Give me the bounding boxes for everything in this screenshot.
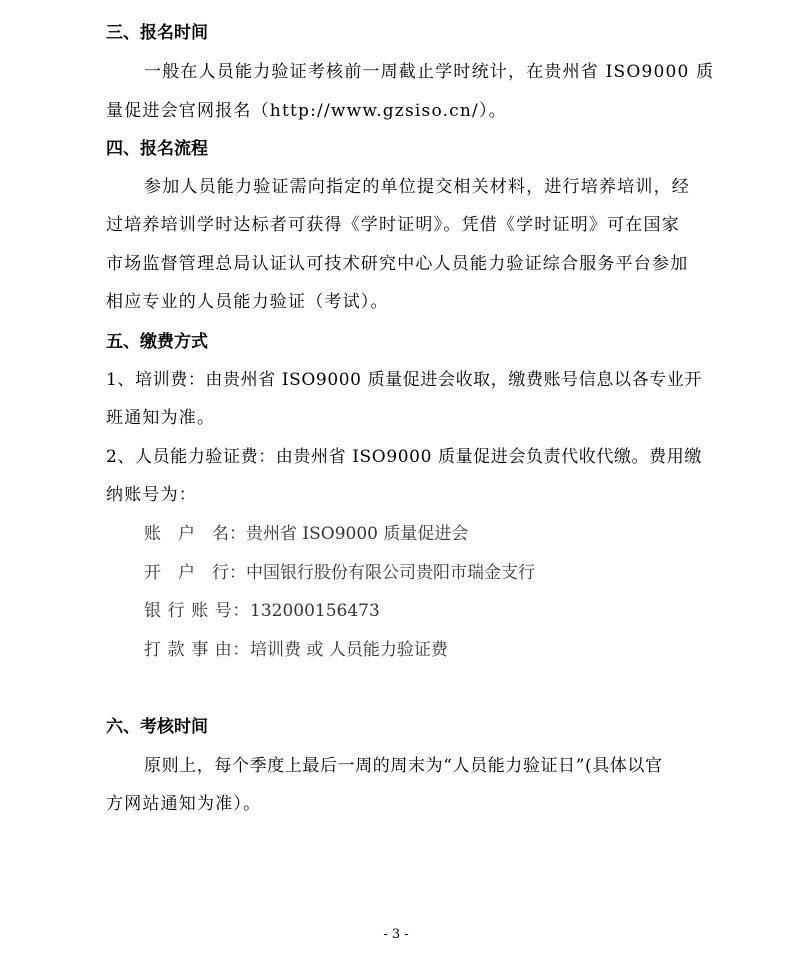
section-4-line-1: 参加人员能力验证需向指定的单位提交相关材料，进行培养培训，经 [144,177,690,197]
section-6-line-2: 方网站通知为准）。 [106,794,262,814]
account-bank-label: 开 户 行： [144,563,246,583]
payment-reason-value: 培训费 或 人员能力验证费 [250,640,448,660]
section-5-item-1-line-2: 班通知为准。 [106,408,216,428]
account-name-value: 贵州省 ISO9000 质量促进会 [246,524,469,544]
section-3-line-2: 量促进会官网报名（http://www.gzsiso.cn/）。 [106,101,507,121]
account-number-value: 132000156473 [250,601,380,621]
section-3-line-1: 一般在人员能力验证考核前一周截止学时统计，在贵州省 ISO9000 质 [144,62,715,82]
account-bank-value: 中国银行股份有限公司贵阳市瑞金支行 [246,563,535,583]
section-5-item-1-line-1: 1、培训费：由贵州省 ISO9000 质量促进会收取，缴费账号信息以各专业开 [106,370,702,390]
section-5-heading: 五、缴费方式 [106,332,208,352]
page-number: - 3 - [383,927,409,942]
section-4-line-3: 市场监督管理总局认证认可技术研究中心人员能力验证综合服务平台参加 [106,254,689,274]
account-name-label: 账 户 名： [144,524,246,544]
section-6-heading: 六、考核时间 [106,717,208,737]
account-number-label: 银 行 账 号： [144,601,251,621]
account-number-row [144,599,380,623]
payment-reason-row [144,638,448,662]
section-3-heading: 三、报名时间 [106,23,208,43]
section-4-line-2: 过培养培训学时达标者可获得《学时证明》。凭借《学时证明》可在国家 [106,215,680,235]
section-5-item-2-line-2: 纳账号为： [106,485,197,505]
account-bank-row [144,561,535,585]
section-5-item-2-line-1: 2、人员能力验证费：由贵州省 ISO9000 质量促进会负责代收代缴。费用缴 [106,447,702,467]
section-4-heading: 四、报名流程 [106,139,208,159]
payment-reason-label: 打 款 事 由： [144,640,251,660]
section-6-line-1: 原则上，每个季度上最后一周的周末为“人员能力验证日”(具体以官 [144,756,663,776]
account-name-row [144,522,468,546]
section-4-line-4: 相应专业的人员能力验证（考试）。 [106,292,389,312]
